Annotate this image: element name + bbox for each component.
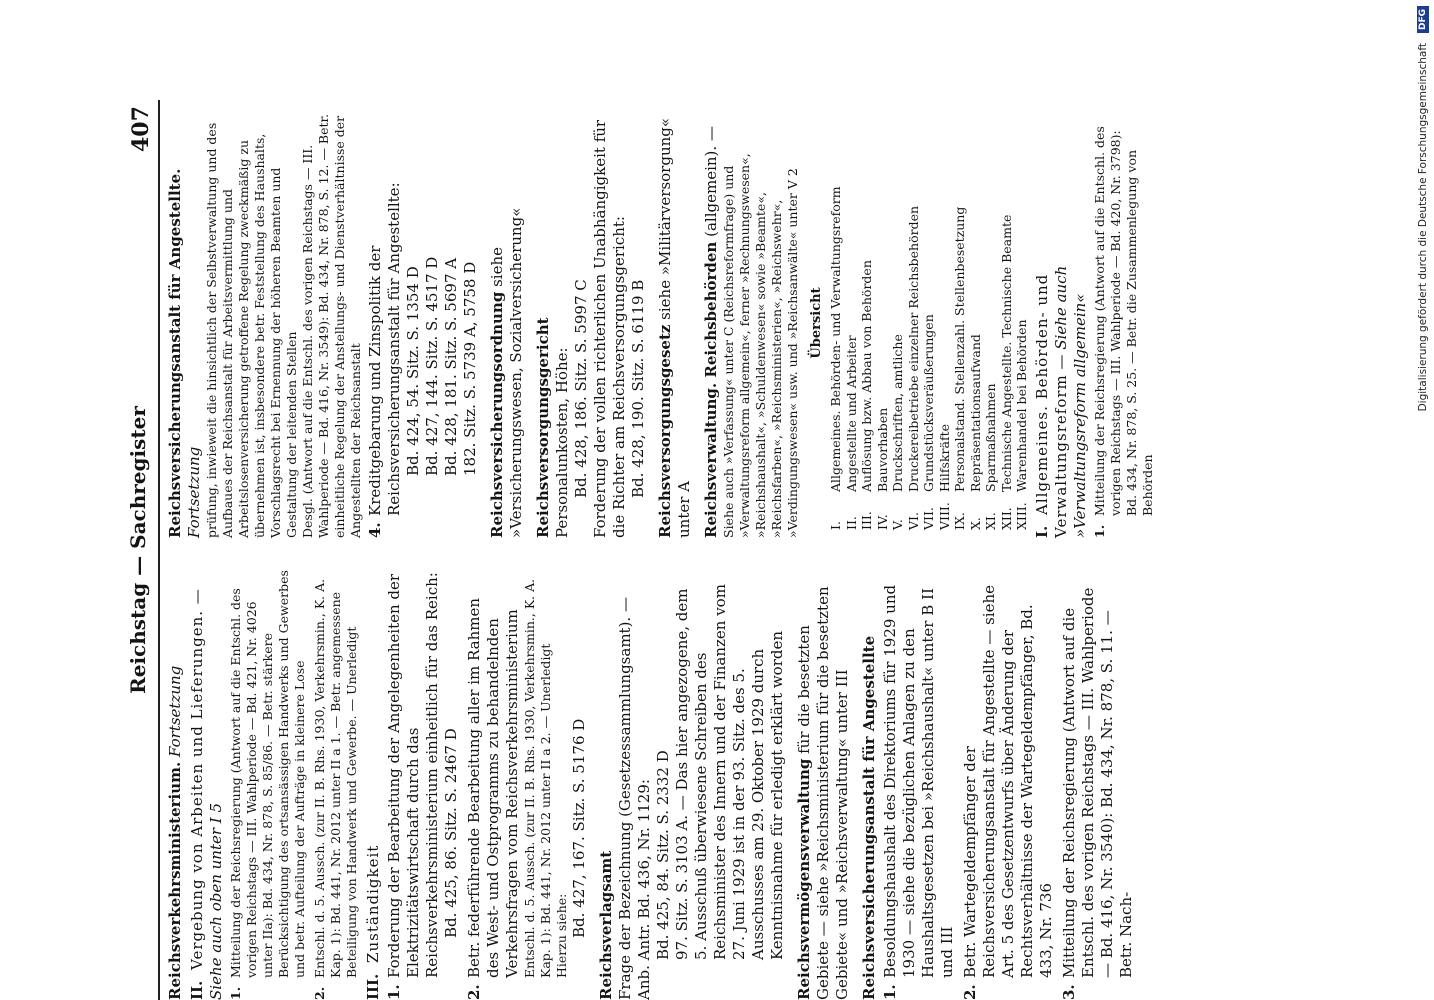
reference: Bd. 425, 86. Sitz. S. 2467 D [442, 728, 460, 938]
overview-item [906, 108, 922, 538]
section-ii [188, 570, 226, 1000]
roman-numeral: IX. [952, 512, 967, 530]
item-number: 1. [385, 984, 403, 1000]
overview-item [859, 108, 875, 538]
overview-item [890, 108, 906, 538]
roman-numeral: VII. [921, 507, 936, 530]
scanned-page [120, 100, 1155, 1000]
entry-heading: Reichsversorgungsgesetz [656, 324, 674, 538]
roman-numeral: VIII. [936, 502, 952, 530]
left-column [166, 570, 1135, 1000]
section-number: I. [1032, 525, 1051, 538]
roman-numeral: XIII. [1014, 502, 1029, 530]
reference: Bd. 428, 186. Sitz. S. 5997 C [572, 279, 590, 498]
continuation-label: Fortsetzung [185, 446, 203, 538]
roman-numeral: III. [859, 511, 874, 530]
entry-reichsvermoegensverwaltung [795, 570, 852, 1000]
item-number: 2. [961, 984, 979, 1000]
reference: Bd. 424, 54. Sitz. S. 1354 D [404, 266, 422, 476]
hierzu-label: Hierzu siehe: [554, 893, 569, 978]
attribution-text: Digitalisierung gefördert durch die Deutsche Forschungsgemeinschaft [1417, 43, 1429, 412]
list-item [366, 108, 480, 538]
roman-numeral: VI. [905, 512, 921, 530]
attribution-strip-inner [1414, 6, 1432, 994]
reference: Bd. 425, 84. Sitz. S. 2332 D [654, 750, 672, 960]
entry-reichsversorgungsgericht [534, 108, 648, 538]
overview-item [1014, 108, 1030, 538]
overview-item [828, 108, 844, 538]
item-number: 1. [1091, 524, 1107, 538]
right-column [166, 108, 1155, 538]
subentry-text: Forderung der vollen richterlichen Unabhängigkeit für die Richter am Reichsversorgungsgericht: [591, 119, 628, 538]
section-title: Vergebung von Arbeiten und Lieferungen. — [188, 588, 206, 970]
item-text: Forderung der Bearbeitung der Angelegenheiten der Elektrizitätswirtschaft durch das Reichsverkehrsministerium einheitlich für das Reich: [385, 572, 441, 978]
section-iii [364, 570, 383, 1000]
desgl-text: Desgl. (Antwort auf die Entschl. des vorigen Reichstags — III. Wahlperiode — Bd. 416, Nr. 3549): Bd. 434, Nr. 878, S. 12. — Betr. einheitliche Regelung der Anstellungs- und Dienstverhältnisse der Angestellten der Reichsanstalt [300, 113, 363, 538]
reference: Bd. 428, 181. Sitz. S. 5697 A [442, 257, 460, 476]
entry-reichsverwaltung [702, 108, 1156, 538]
roman-numeral: V. [890, 519, 905, 530]
overview-item [999, 108, 1015, 538]
roman-numeral: XII. [998, 507, 1014, 530]
overview-label: Warenhandel bei Behörden [1014, 319, 1029, 492]
entry-reichsverlagsamt [597, 570, 787, 1000]
item-text: Kreditgebarung und Zinspolitik der Reichsversicherungsanstalt für Angestellte: [366, 182, 403, 516]
entry-reichsverkehrsministerium [166, 570, 589, 1000]
entry-text: siehe »Militärversorgung« unter A [656, 117, 693, 538]
roman-numeral: I. [828, 521, 843, 530]
list-item [312, 570, 360, 1000]
entry-text: siehe »Versicherungswesen, Sozialversicherung« [488, 207, 525, 538]
list-item [1060, 570, 1136, 1000]
page-number: 407 [128, 106, 154, 152]
overview-item [937, 108, 953, 538]
entry-heading: Reichsversicherungsanstalt für Angestellte. [166, 168, 184, 538]
item-text: Besoldungshaushalt des Direktoriums für 1929 und 1930 — siehe die bezüglichen Anlagen zu den Haushaltsgesetzen bei »Reichshaushalt« unter B II und III [881, 584, 956, 978]
reference: Bd. 427, 144. Sitz. S. 4517 D [423, 256, 441, 476]
overview-label: Druckschriften, amtliche [890, 334, 905, 492]
overview-item [952, 108, 968, 538]
item-number: 2. [312, 986, 327, 1000]
item-number: 2. [465, 984, 483, 1000]
overview-item [875, 108, 891, 538]
entry-heading: Reichsversicherungsordnung [488, 291, 506, 538]
overview-label: Bauvorhaben [874, 407, 890, 492]
section-title: Zuständigkeit [364, 844, 382, 963]
attribution-strip [1414, 6, 1432, 994]
entry-heading: Reichsversorgungsgericht [534, 317, 552, 538]
entry-text: Frage der Bezeichnung (Gesetzessammlungsamt). — Anb. Antr. Bd. 436, Nr. 1129: [616, 597, 653, 1000]
list-item [385, 570, 461, 1000]
list-item [465, 570, 589, 1000]
item-text: Mitteilung der Reichsregierung (Antwort auf die Entschl. des vorigen Reichstags — III. Wahlperiode — Bd. 420, Nr. 3798): Bd. 434, Nr. 878, S. 25. — Betr. die Zusammenlegung von Behörden [1091, 126, 1155, 516]
overview-label: Sparmaßnahmen [983, 383, 998, 492]
section-title: Allgemeines. Behörden- und Verwaltungsreform [1032, 273, 1070, 538]
list-item [228, 570, 308, 1000]
section-number: II. [188, 980, 206, 1000]
entry-reichsversicherungsordnung [488, 108, 526, 538]
overview-label: Grundstücksveräußerungen [921, 314, 936, 492]
list-item [961, 570, 1056, 1000]
entry-qualifier: (allgemein). — [702, 126, 720, 237]
overview-item [983, 108, 999, 538]
overview-label: Allgemeines. Behörden- und Verwaltungsreform [828, 186, 843, 492]
item-text: Mitteilung der Reichsregierung (Antwort auf die Entschl. des vorigen Reichstags — III. Wahlperiode — Bd. 421, Nr. 4026 unter IIa): Bd. 434, Nr. 878, S. 85/86. — Betr. stärkere Berücksichtigung des ortsansässigen Handwerks und Gewerbes und betr. Aufteilung der Aufträge in kleinere Lose [228, 570, 307, 978]
reference: 182. Sitz. S. 5739 A, 5758 D [461, 261, 479, 476]
entry-reichsversicherungsanstalt [860, 570, 1136, 1000]
overview-label: Technische Angestellte. Technische Beamte [998, 214, 1014, 492]
entry-reichsversorgungsgesetz [656, 108, 694, 538]
overview-label: Repräsentationsaufwand [967, 334, 983, 492]
section-number: III. [364, 973, 382, 1000]
reference: Bd. 427, 167. Sitz. S. 5176 D [570, 718, 588, 938]
entry-heading: Reichsverwaltung. Reichsbehörden [702, 241, 720, 538]
see-also: — Siehe auch »Verwaltungsreform allgemein« [1051, 265, 1089, 538]
overview-label: Auflösung bzw. Abbau von Behörden [859, 260, 874, 492]
entry-heading: Reichsverlagsamt [597, 850, 615, 1000]
dfg-logo: DFG [1417, 6, 1429, 33]
entry-text: Siehe auch »Verfassung« unter C (Reichsreformfrage) und »Verwaltungsreform allgemein«, ferner »Rechnungswesen«, »Reichshaushalt«, »Schuldenwesen« sowie »Beamte«, »Reichsfarben«, »Reichsministerien«, »Reichswehr«, »Verdingungswesen« usw. und »Reichsanwälte« unter V 2 [721, 153, 800, 538]
roman-numeral: XI. [983, 512, 998, 530]
overview-item [844, 108, 860, 538]
entry-text: für die besetzten Gebiete — siehe »Reichsministerium für die besetzten Gebiete« und »Reichsverwaltung« unter III [795, 586, 851, 1000]
item-number: 1. [881, 984, 899, 1000]
entry-heading: Reichsversicherungsanstalt für Angestellte [860, 635, 878, 1000]
roman-numeral: II. [843, 516, 859, 530]
list-item [881, 570, 957, 1000]
section-i [1033, 108, 1090, 538]
continuation-label: Fortsetzung [166, 665, 184, 757]
entry-text: prüfung, inwieweit die hinsichtlich der Selbstverwaltung und des Aufbaues der Reichsanstalt für Arbeitsvermittlung und Arbeitslosenversicherung getroffene Regelung zweckmäßig zu übernehmen ist, insbesondere betr. Feststellung des Haushalts, Vorschlagsrecht bei Ernennung der höheren Beamten und Gestaltung der leitenden Stellen [204, 122, 299, 538]
item-number: 4. [366, 522, 384, 538]
entry-heading: Reichsverkehrsministerium. [166, 761, 184, 1000]
item-text: Betr. federführende Bearbeitung aller im Rahmen des West- und Ostprogramms zu behandelnden Verkehrsfragen vom Reichsverkehrsministerium [465, 597, 521, 978]
overview-label: Angestellte und Arbeiter [843, 335, 859, 492]
item-number: 3. [1060, 984, 1078, 1000]
entry-versicherungsanstalt-continued [166, 108, 480, 538]
overview-label: Druckereibetriebe einzelner Reichsbehörden [905, 205, 921, 492]
entry-heading: Reichsvermögensverwaltung [795, 758, 813, 1000]
subentry-text: Personalunkosten, Höhe: [553, 347, 571, 538]
overview-item [921, 108, 937, 538]
item-text: Betr. Wartegeldempfänger der Reichsversicherungsanstalt für Angestellte — siehe Art. 5 des Gesetzentwurfs über Änderung der Rechtsverhältnisse der Wartegeldempfänger, Bd. 433, Nr. 736 [961, 584, 1055, 978]
reference: Bd. 428, 190. Sitz. S. 6119 B [629, 279, 647, 498]
overview-item [968, 108, 984, 538]
list-item [1092, 108, 1156, 538]
overview-label: Hilfskräfte [936, 424, 952, 492]
header-rule [158, 100, 160, 1000]
item-number: 1. [228, 986, 243, 1000]
reference: 97. Sitz. S. 3103 A. — Das hier angezogene, dem 5. Ausschuß überwiesene Schreiben des Reichsminister des Innern und der Finanzen vom 27. Juni 1929 ist in der 93. Sitz. des 5. Ausschusses am 29. Oktober 1929 durch Kenntnisnahme für erledigt erklärt worden [673, 584, 786, 960]
item-text: Entschl. d. 5. Aussch. (zur II. B. Rhs. 1930, Verkehrsmin., K. A. Kap. 1): Bd. 441, Nr. 2012 unter II a 1. — Betr. angemessene Beteiligung von Handwerk und Gewerbe. — Unerledigt [312, 578, 359, 978]
overview-label: Personalstand. Stellenzahl. Stellenbesetzung [952, 206, 967, 492]
see-also: Siehe auch oben unter I 5 [207, 802, 225, 1000]
item-text: Mitteilung der Reichsregierung (Antwort auf die Entschl. des vorigen Reichstags — III. Wahlperiode — Bd. 416, Nr. 3540): Bd. 434, Nr. 878, S. 11. — Betr. Nach- [1060, 587, 1135, 978]
running-head: Reichstag — Sachregister [126, 406, 150, 694]
item-text-note: Entschl. d. 5. Aussch. (zur II. B. Rhs. 1930, Verkehrsmin., K. A. Kap. 1): Bd. 441, Nr. 2012 unter II a 2. — Unerledigt [522, 578, 553, 978]
roman-numeral: IV. [874, 514, 890, 530]
overview-title: Übersicht [809, 287, 824, 359]
roman-numeral: X. [967, 517, 983, 530]
